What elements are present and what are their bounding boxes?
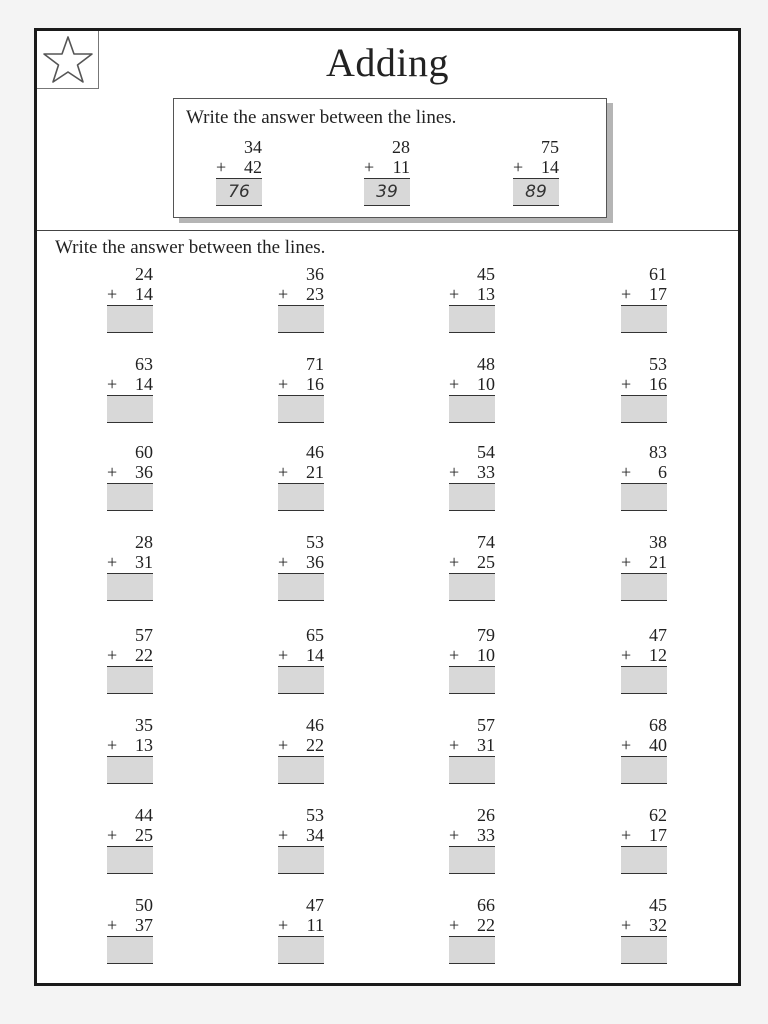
answer-box[interactable] [621,936,667,964]
plus-sign: + [621,374,632,394]
answer-box[interactable] [278,936,324,964]
addend-bottom: 23 [306,284,324,304]
answer-box[interactable] [621,666,667,694]
addend-bottom: 6 [658,462,667,482]
plus-sign: + [107,462,118,482]
addition-problem [278,354,324,423]
plus-sign: + [621,645,632,665]
addend-bottom: 34 [306,825,324,845]
addend-top: 36 [306,264,324,284]
addend-top: 34 [244,137,262,157]
addition-problem [278,895,324,964]
addend-bottom: 14 [306,645,324,665]
answer-box[interactable] [621,305,667,333]
plus-sign: + [107,374,118,394]
addend-bottom: 21 [649,552,667,572]
plus-sign: + [621,915,632,935]
addition-problem [278,805,324,874]
addend-top: 47 [649,625,667,645]
addition-problem [621,805,667,874]
plus-sign: + [278,552,289,572]
addend-top: 83 [649,442,667,462]
plus-sign: + [449,462,460,482]
plus-sign: + [621,284,632,304]
answer-box[interactable] [449,846,495,874]
addition-problem [107,895,153,964]
plus-sign: + [621,735,632,755]
answer-box[interactable] [449,483,495,511]
addition-problem [278,442,324,511]
plus-sign: + [621,825,632,845]
addend-bottom: 33 [477,825,495,845]
addend-top: 60 [135,442,153,462]
addend-bottom: 22 [135,645,153,665]
addend-bottom: 21 [306,462,324,482]
addition-problem [449,532,495,601]
plus-sign: + [107,645,118,665]
plus-sign: + [449,645,460,665]
plus-sign: + [278,735,289,755]
addition-problem [107,354,153,423]
plus-sign: + [449,284,460,304]
answer-box[interactable] [278,483,324,511]
addend-top: 47 [306,895,324,915]
addition-problem [449,442,495,511]
addend-top: 68 [649,715,667,735]
plus-sign: + [278,825,289,845]
addend-bottom: 17 [649,284,667,304]
answer-box: 76 [216,178,262,206]
addend-bottom: 12 [649,645,667,665]
addend-bottom: 16 [306,374,324,394]
answer-box[interactable] [621,395,667,423]
addend-bottom: 11 [306,915,324,935]
addend-bottom: 10 [477,645,495,665]
plus-sign: + [449,825,460,845]
addend-bottom: 36 [135,462,153,482]
answer-box[interactable] [107,846,153,874]
addition-problem [449,715,495,784]
addend-bottom: 42 [244,157,262,177]
addend-top: 28 [392,137,410,157]
answer-box[interactable] [449,395,495,423]
addend-top: 46 [306,442,324,462]
addend-top: 54 [477,442,495,462]
addend-top: 66 [477,895,495,915]
plus-sign: + [107,735,118,755]
addend-top: 65 [306,625,324,645]
example-box [173,98,607,218]
addend-bottom: 25 [135,825,153,845]
answer-box[interactable] [278,395,324,423]
addition-problem [449,264,495,333]
plus-sign: + [449,552,460,572]
addition-problem [621,264,667,333]
addend-top: 61 [649,264,667,284]
addition-problem [449,625,495,694]
addend-top: 45 [649,895,667,915]
addend-bottom: 16 [649,374,667,394]
addend-top: 24 [135,264,153,284]
answer-box: 89 [513,178,559,206]
addend-bottom: 31 [477,735,495,755]
worksheet-page [34,28,741,986]
addend-bottom: 14 [135,374,153,394]
addition-problem [449,895,495,964]
addend-bottom: 31 [135,552,153,572]
addend-bottom: 36 [306,552,324,572]
answer-box[interactable] [107,395,153,423]
answer-box[interactable] [449,756,495,784]
answer-box[interactable] [449,666,495,694]
addend-top: 79 [477,625,495,645]
addend-bottom: 14 [541,157,559,177]
page-title: Adding [326,40,449,85]
addition-problem [278,264,324,333]
addend-top: 74 [477,532,495,552]
addend-top: 75 [541,137,559,157]
answer-box[interactable] [621,483,667,511]
example-problem [216,137,262,206]
answer-box[interactable] [278,573,324,601]
addend-top: 57 [477,715,495,735]
main-instruction: Write the answer between the lines. [55,237,326,258]
plus-sign: + [513,157,524,177]
addition-problem [278,625,324,694]
plus-sign: + [278,374,289,394]
plus-sign: + [107,284,118,304]
answer-box[interactable] [621,573,667,601]
addend-bottom: 33 [477,462,495,482]
addition-problem [621,354,667,423]
plus-sign: + [278,462,289,482]
addition-problem [621,625,667,694]
answer-box[interactable] [107,666,153,694]
addend-bottom: 32 [649,915,667,935]
plus-sign: + [449,374,460,394]
answer-box[interactable] [449,305,495,333]
plus-sign: + [364,157,375,177]
addend-top: 53 [306,532,324,552]
addend-top: 48 [477,354,495,374]
addition-problem [449,805,495,874]
addition-problem [107,715,153,784]
answer-box[interactable] [278,846,324,874]
plus-sign: + [278,284,289,304]
addition-problem [107,442,153,511]
answer-box[interactable] [107,573,153,601]
addition-problem [107,805,153,874]
addend-top: 26 [477,805,495,825]
example-problem [364,137,410,206]
addend-top: 71 [306,354,324,374]
addend-bottom: 40 [649,735,667,755]
answer-box[interactable] [278,666,324,694]
addend-bottom: 37 [135,915,153,935]
addend-bottom: 14 [135,284,153,304]
addend-bottom: 17 [649,825,667,845]
addend-top: 53 [649,354,667,374]
plus-sign: + [107,825,118,845]
addition-problem [107,532,153,601]
plus-sign: + [107,915,118,935]
plus-sign: + [621,462,632,482]
answer-box[interactable] [107,756,153,784]
addition-problem [278,715,324,784]
addition-problem [107,625,153,694]
plus-sign: + [449,915,460,935]
plus-sign: + [278,915,289,935]
plus-sign: + [449,735,460,755]
answer-box[interactable] [621,846,667,874]
answer-box[interactable] [621,756,667,784]
addend-bottom: 13 [477,284,495,304]
addition-problem [621,895,667,964]
addition-problem [621,532,667,601]
addition-problem [621,715,667,784]
plus-sign: + [621,552,632,572]
addend-top: 57 [135,625,153,645]
addend-bottom: 13 [135,735,153,755]
plus-sign: + [107,552,118,572]
addend-top: 28 [135,532,153,552]
example-instruction: Write the answer between the lines. [186,107,457,128]
addend-bottom: 22 [306,735,324,755]
addend-top: 63 [135,354,153,374]
addend-top: 35 [135,715,153,735]
addition-problem [449,354,495,423]
addend-top: 62 [649,805,667,825]
example-problem [513,137,559,206]
addend-top: 53 [306,805,324,825]
addend-top: 46 [306,715,324,735]
answer-box[interactable] [107,305,153,333]
addend-bottom: 22 [477,915,495,935]
section-divider [37,230,738,231]
answer-box[interactable] [449,936,495,964]
addend-top: 44 [135,805,153,825]
plus-sign: + [216,157,227,177]
addend-top: 45 [477,264,495,284]
answer-box: 39 [364,178,410,206]
addend-top: 38 [649,532,667,552]
answer-box[interactable] [278,756,324,784]
answer-box[interactable] [278,305,324,333]
answer-box[interactable] [449,573,495,601]
addend-top: 50 [135,895,153,915]
addition-problem [621,442,667,511]
answer-box[interactable] [107,936,153,964]
addition-problem [107,264,153,333]
plus-sign: + [278,645,289,665]
answer-box[interactable] [107,483,153,511]
addend-bottom: 11 [392,157,410,177]
addend-bottom: 25 [477,552,495,572]
addition-problem [278,532,324,601]
addend-bottom: 10 [477,374,495,394]
